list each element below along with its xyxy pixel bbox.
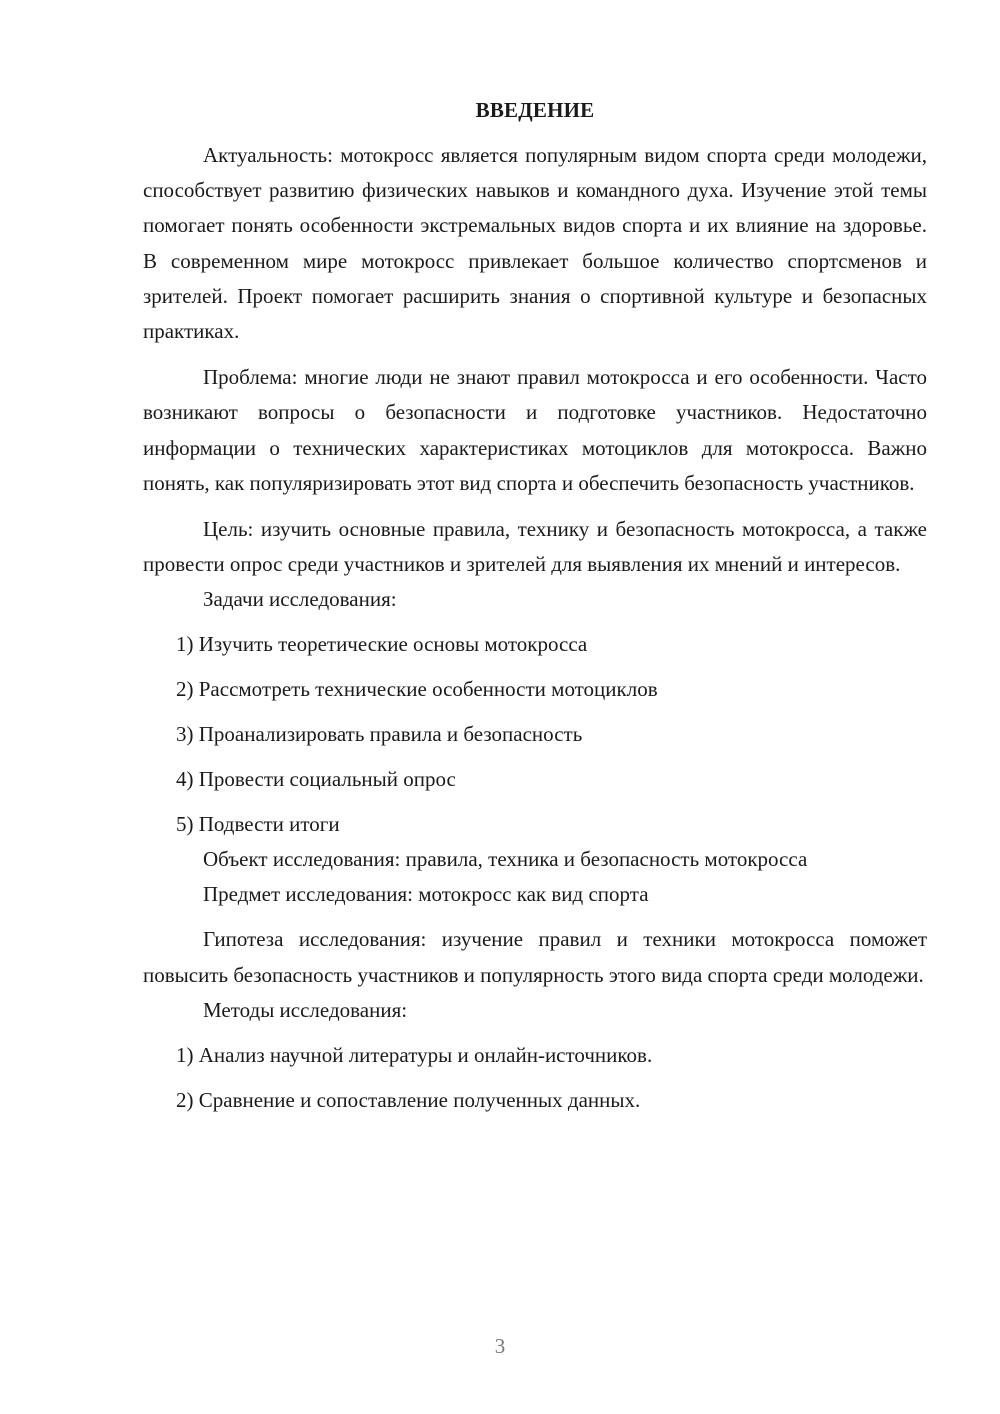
list-item: 2) Сравнение и сопоставление полученных данных.: [176, 1087, 641, 1112]
goal-paragraph: Цель: изучить основные правила, технику и безопасность мотокросса, а также провести опрос среди участников и зрителей для выявления их мнений и интересов.: [143, 517, 927, 577]
page-content: [143, 93, 927, 1118]
list-item: 4) Провести социальный опрос: [176, 767, 456, 792]
relevance-paragraph: Актуальность: мотокросс является популярным видом спорта среди молодежи, способствует развитию физических навыков и командного духа. Изучение этой темы помогает понять особенности экстремальных видов спорта и их влияние на здоровье. В современном мире мотокросс привлекает большое количество спортсменов и зрителей. Проект помогает расширить знания о спортивной культуре и безопасных практиках.: [143, 143, 927, 344]
subject-line: Предмет исследования: мотокросс как вид спорта: [203, 882, 649, 907]
page-number: 3: [494, 1334, 506, 1358]
hypothesis-paragraph: Гипотеза исследования: изучение правил и техники мотокросса поможет повысить безопасность участников и популярность этого вида спорта среди молодежи.: [143, 927, 927, 987]
list-item: 2) Рассмотреть технические особенности мотоциклов: [176, 677, 658, 702]
section-title: ВВЕДЕНИЕ: [475, 98, 595, 122]
tasks-list: [143, 627, 927, 842]
methods-list: [143, 1038, 927, 1118]
list-item: 3) Проанализировать правила и безопасность: [176, 722, 583, 747]
list-item: 5) Подвести итоги: [176, 812, 340, 837]
list-item: 1) Анализ научной литературы и онлайн-источников.: [176, 1042, 653, 1067]
problem-paragraph: Проблема: многие люди не знают правил мотокросса и его особенности. Часто возникают вопросы о безопасности и подготовке участников. Недостаточно информации о технических характеристиках мотоциклов для мотокросса. Важно понять, как популяризировать этот вид спорта и обеспечить безопасность участников.: [143, 365, 927, 495]
tasks-heading: Задачи исследования:: [203, 587, 397, 612]
object-line: Объект исследования: правила, техника и безопасность мотокросса: [203, 847, 808, 872]
list-item: 1) Изучить теоретические основы мотокросса: [176, 632, 588, 657]
methods-heading: Методы исследования:: [203, 997, 408, 1022]
